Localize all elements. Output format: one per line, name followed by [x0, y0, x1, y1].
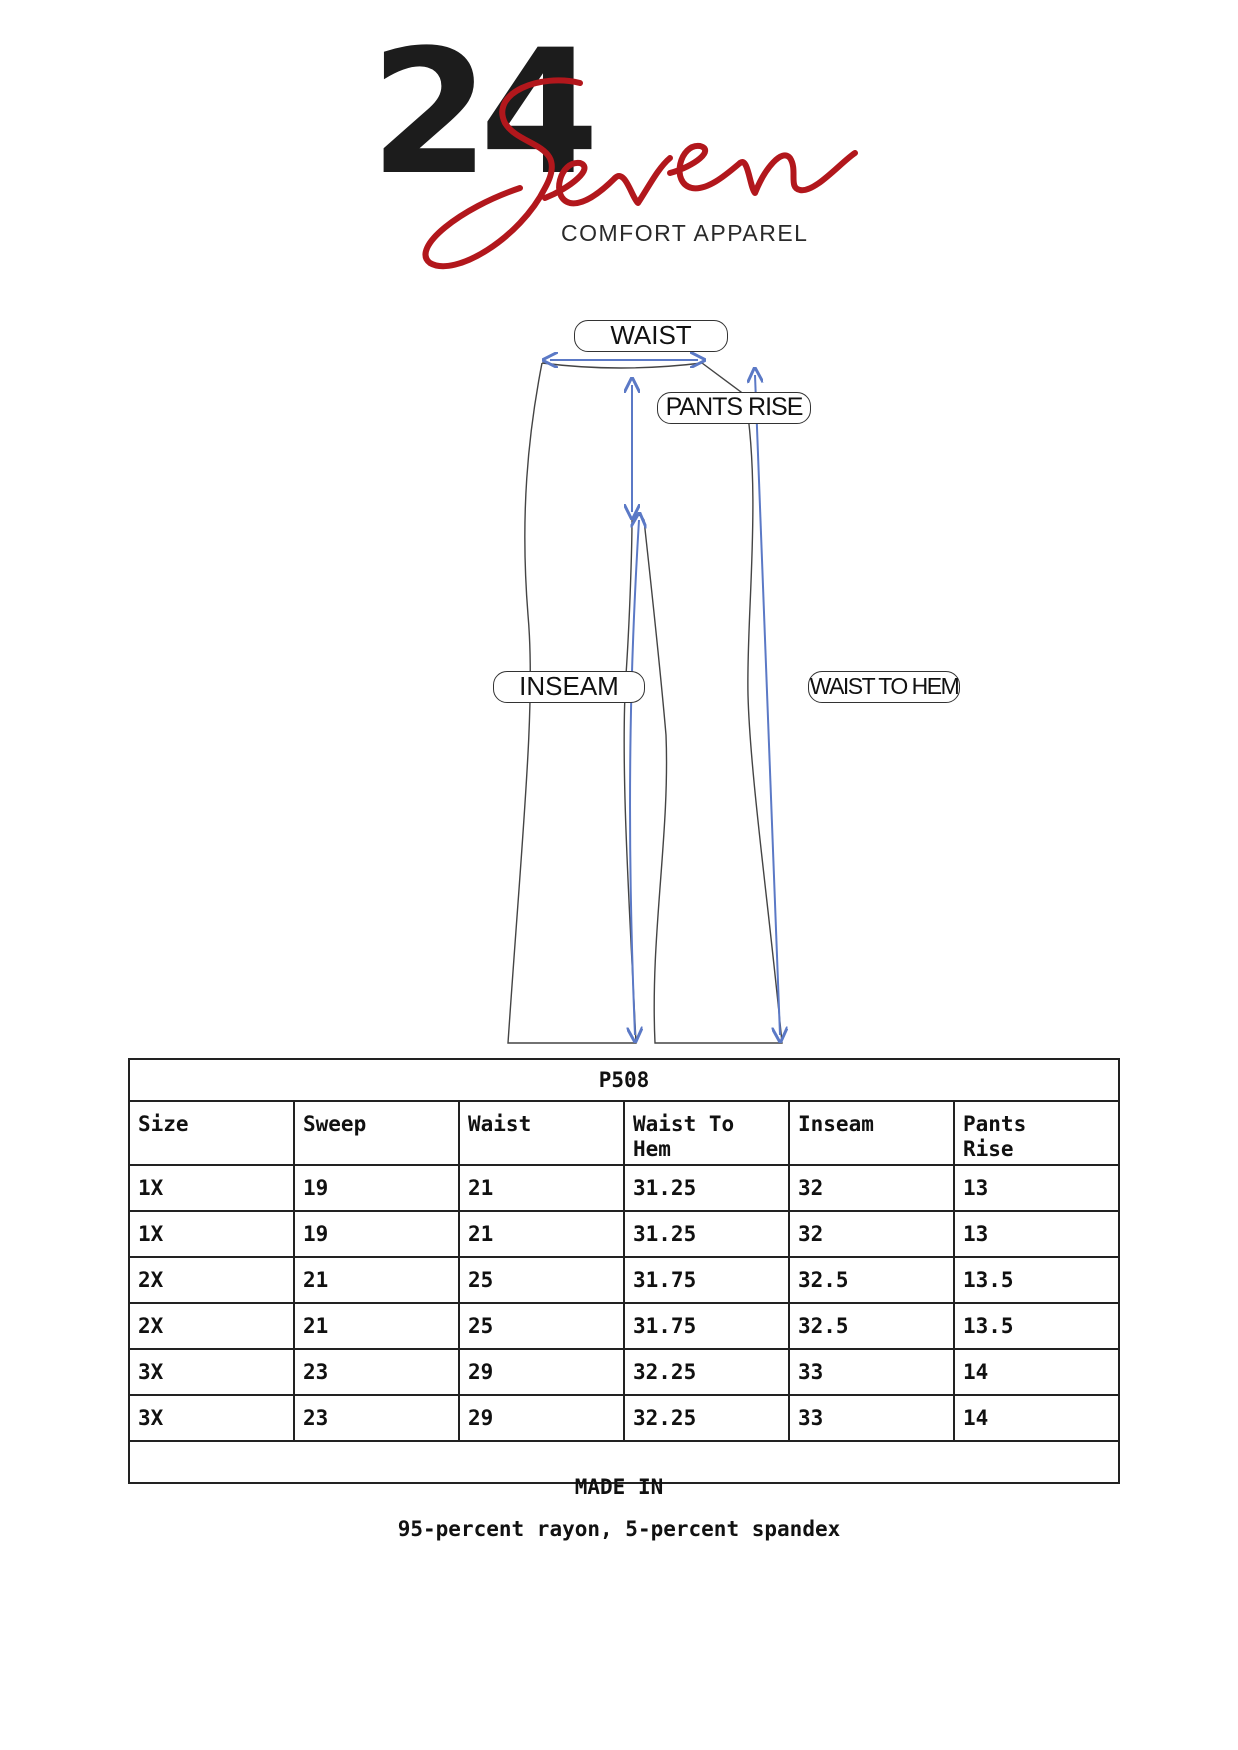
- cell-size: 3X: [129, 1349, 294, 1395]
- logo-tagline: COMFORT APPAREL: [561, 220, 809, 246]
- cell-pants-rise: 13: [954, 1165, 1119, 1211]
- header-waist: Waist: [459, 1101, 624, 1165]
- cell-inseam: 32.5: [789, 1303, 954, 1349]
- cell-inseam: 33: [789, 1395, 954, 1441]
- pants-diagram: [470, 315, 980, 1055]
- cell-sweep: 21: [294, 1303, 459, 1349]
- table-header-row: [129, 1101, 1119, 1165]
- cell-size: 1X: [129, 1211, 294, 1257]
- waist-label: WAIST: [574, 320, 728, 352]
- cell-waist-to-hem: 32.25: [624, 1395, 789, 1441]
- cell-sweep: 19: [294, 1165, 459, 1211]
- cell-size: 1X: [129, 1165, 294, 1211]
- header-waist-to-hem: Waist To Hem: [624, 1101, 789, 1165]
- cell-size: 3X: [129, 1395, 294, 1441]
- inseam-label: INSEAM: [493, 671, 645, 703]
- cell-waist-to-hem: 31.25: [624, 1211, 789, 1257]
- cell-inseam: 32: [789, 1211, 954, 1257]
- logo-number: 24: [370, 12, 590, 213]
- cell-waist-to-hem: 31.25: [624, 1165, 789, 1211]
- brand-logo: [370, 12, 930, 278]
- cell-waist: 29: [459, 1349, 624, 1395]
- cell-waist: 25: [459, 1257, 624, 1303]
- cell-pants-rise: 14: [954, 1395, 1119, 1441]
- cell-sweep: 23: [294, 1349, 459, 1395]
- cell-sweep: 19: [294, 1211, 459, 1257]
- table-row: [129, 1349, 1119, 1395]
- cell-size: 2X: [129, 1303, 294, 1349]
- table-row: [129, 1395, 1119, 1441]
- header-size: Size: [129, 1101, 294, 1165]
- cell-waist: 25: [459, 1303, 624, 1349]
- header-pants-rise: Pants Rise: [954, 1101, 1119, 1165]
- header-sweep: Sweep: [294, 1101, 459, 1165]
- size-chart-table: [128, 1058, 1120, 1484]
- cell-waist: 21: [459, 1165, 624, 1211]
- table-row: [129, 1303, 1119, 1349]
- cell-waist-to-hem: 31.75: [624, 1303, 789, 1349]
- cell-inseam: 32: [789, 1165, 954, 1211]
- table-row: [129, 1211, 1119, 1257]
- table-row: [129, 1257, 1119, 1303]
- style-code: P508: [129, 1059, 1119, 1101]
- fabric-content: 95-percent rayon, 5-percent spandex: [397, 1517, 841, 1541]
- cell-sweep: 21: [294, 1257, 459, 1303]
- pants-rise-label: PANTS RISE: [657, 392, 811, 424]
- cell-pants-rise: 13.5: [954, 1257, 1119, 1303]
- cell-pants-rise: 13.5: [954, 1303, 1119, 1349]
- waist-to-hem-label: WAIST TO HEM: [808, 671, 960, 703]
- cell-waist: 29: [459, 1395, 624, 1441]
- cell-size: 2X: [129, 1257, 294, 1303]
- cell-pants-rise: 13: [954, 1211, 1119, 1257]
- header-inseam: Inseam: [789, 1101, 954, 1165]
- cell-waist-to-hem: 32.25: [624, 1349, 789, 1395]
- cell-waist-to-hem: 31.75: [624, 1257, 789, 1303]
- cell-inseam: 33: [789, 1349, 954, 1395]
- cell-waist: 21: [459, 1211, 624, 1257]
- table-row: [129, 1165, 1119, 1211]
- cell-pants-rise: 14: [954, 1349, 1119, 1395]
- cell-sweep: 23: [294, 1395, 459, 1441]
- cell-inseam: 32.5: [789, 1257, 954, 1303]
- made-in-label: MADE IN: [574, 1475, 664, 1499]
